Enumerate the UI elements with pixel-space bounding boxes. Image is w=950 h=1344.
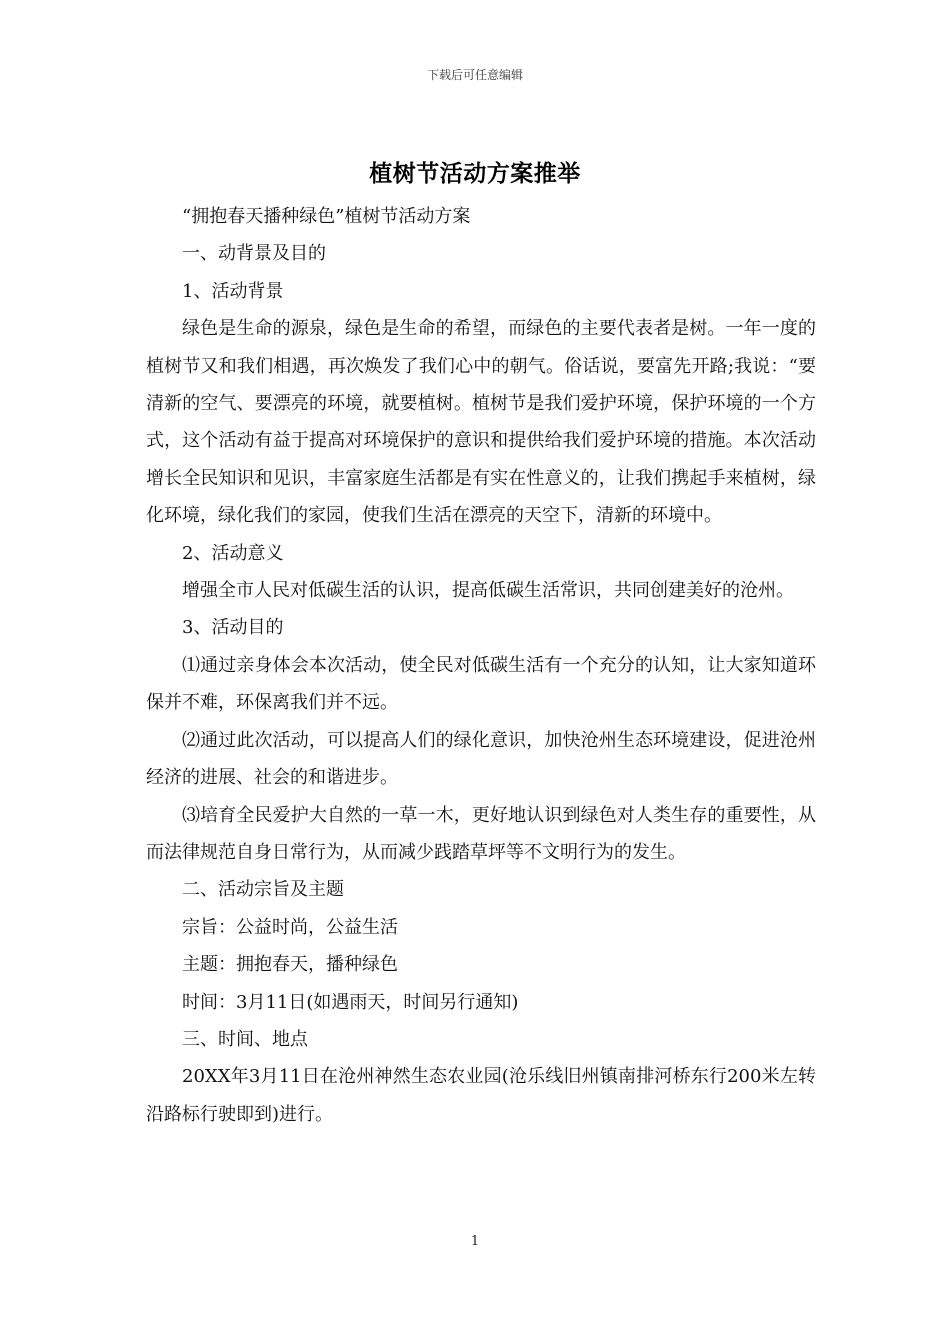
paragraph-significance: 增强全市人民对低碳生活的认识，提高低碳生活常识，共同创建美好的沧州。 bbox=[182, 580, 794, 602]
header-note: 下载后可任意编辑 bbox=[426, 68, 523, 82]
heading-purpose-theme: 二、活动宗旨及主题 bbox=[182, 879, 344, 901]
document-title: 植树节活动方案推举 bbox=[369, 160, 581, 187]
paragraph-goal-2: ⑵通过此次活动，可以提高人们的绿化意识，加快沧州生态环境建设，促进沧州经济的进展、社会的和谐进步。 bbox=[146, 729, 816, 789]
heading-time-place: 三、时间、地点 bbox=[182, 1028, 308, 1050]
paragraph-theme: 主题：拥抱春天，播种绿色 bbox=[182, 954, 398, 976]
page-number: 1 bbox=[470, 1234, 480, 1249]
subheading-significance: 2、活动意义 bbox=[182, 542, 284, 564]
paragraph-location: 20XX年3月11日在沧州神然生态农业园(沧乐线旧州镇南排河桥东行200米左转沿路标行驶即到)进行。 bbox=[146, 1066, 816, 1125]
paragraph-purpose: 宗旨：公益时尚，公益生活 bbox=[182, 916, 398, 938]
paragraph-goal-3: ⑶培育全民爱护大自然的一草一木，更好地认识到绿色对人类生存的重要性，从而法律规范自身日常行为，从而减少践踏草坪等不文明行为的发生。 bbox=[146, 804, 816, 863]
paragraph-campaign-name: “拥抱春天播种绿色”植树节活动方案 bbox=[182, 206, 471, 227]
paragraph-goal-1: ⑴通过亲身体会本次活动，使全民对低碳生活有一个充分的认知，让大家知道环保并不难，环保离我们并不远。 bbox=[146, 654, 816, 714]
heading-background-purpose: 一、动背景及目的 bbox=[182, 243, 326, 265]
paragraph-background: 绿色是生命的源泉，绿色是生命的希望，而绿色的主要代表者是树。一年一度的植树节又和我们相遇，再次焕发了我们心中的朝气。俗话说，要富先开路;我说：“要清新的空气、要漂亮的环境，就要植树。植树节是我们爱护环境，保护环境的一个方式，这个活动有益于提高对环境保护的意识和提供给我们爱护环境的措施。本次活动增长全民知识和见识，丰富家庭生活都是有实在性意义的，让我们携起手来植树，绿化环境，绿化我们的家园，使我们生活在漂亮的天空下，清新的环境中。 bbox=[146, 318, 816, 527]
subheading-background: 1、活动背景 bbox=[182, 280, 284, 302]
subheading-goals: 3、活动目的 bbox=[182, 617, 284, 639]
document-body bbox=[146, 198, 816, 1133]
paragraph-time: 时间：3月11日(如遇雨天，时间另行通知) bbox=[182, 991, 519, 1013]
